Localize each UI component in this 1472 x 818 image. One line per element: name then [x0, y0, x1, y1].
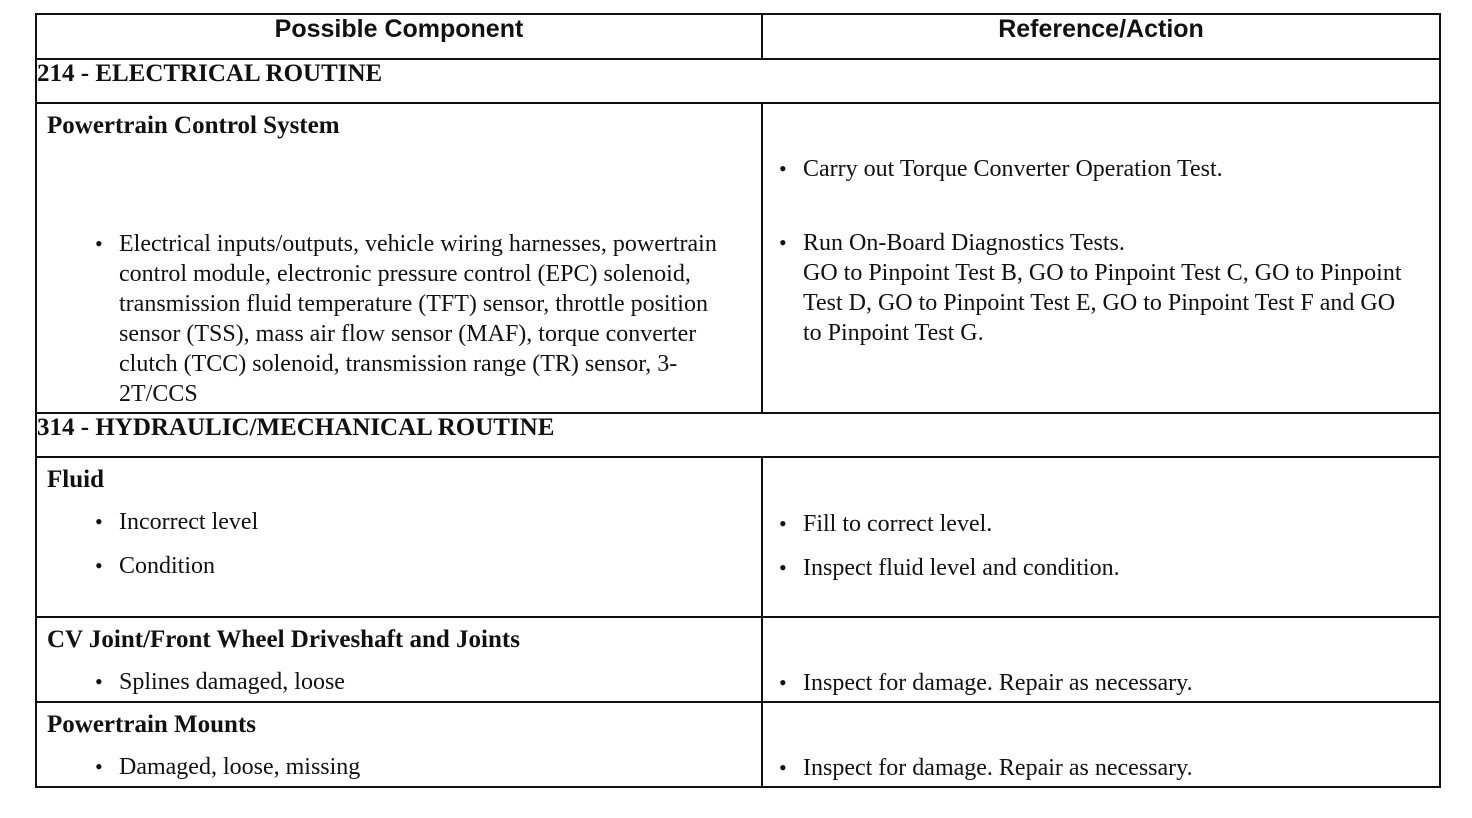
- item-text: Splines damaged, loose: [119, 669, 345, 695]
- action-text: Fill to correct level.: [803, 511, 993, 537]
- section-row: [36, 413, 1440, 457]
- action-cell: [762, 103, 1440, 413]
- list-item: [95, 507, 761, 537]
- action-text: Inspect fluid level and condition.: [803, 555, 1120, 581]
- bullet-icon: •: [95, 669, 103, 694]
- bullet-icon: •: [95, 509, 103, 534]
- item-text: Condition: [119, 553, 216, 579]
- bullet-icon: •: [779, 755, 787, 780]
- component-title: Powertrain Control System: [47, 112, 340, 139]
- list-item: [95, 551, 761, 581]
- action-cell: [762, 617, 1440, 702]
- action-text: Inspect for damage. Repair as necessary.: [803, 755, 1193, 781]
- action-text: Carry out Torque Converter Operation Test.: [803, 156, 1223, 182]
- component-cell: [36, 103, 762, 413]
- component-cell: [36, 617, 762, 702]
- list-item: [779, 553, 1439, 583]
- list-item: [95, 752, 761, 782]
- component-title: Fluid: [47, 466, 104, 493]
- table-row: [36, 702, 1440, 787]
- action-subtext: GO to Pinpoint Test B, GO to Pinpoint Test C, GO to Pinpoint Test D, GO to Pinpoint Test E, GO to Pinpoint Test F and GO to Pinpoint Test G.: [803, 260, 1402, 346]
- action-text: Run On-Board Diagnostics Tests.: [803, 230, 1125, 256]
- item-text: Incorrect level: [119, 509, 259, 535]
- list-item: [779, 154, 1439, 184]
- action-text: Inspect for damage. Repair as necessary.: [803, 670, 1193, 696]
- table-row: [36, 617, 1440, 702]
- bullet-icon: •: [779, 230, 787, 255]
- list-item: [779, 228, 1439, 258]
- bullet-icon: •: [95, 754, 103, 779]
- component-title: CV Joint/Front Wheel Driveshaft and Joints: [47, 626, 520, 653]
- section-title-hydraulic: 314 - HYDRAULIC/MECHANICAL ROUTINE: [36, 413, 1440, 457]
- header-reference-action: Reference/Action: [762, 14, 1440, 59]
- component-cell: [36, 457, 762, 617]
- component-title: Powertrain Mounts: [47, 711, 256, 738]
- section-title-electrical: 214 - ELECTRICAL ROUTINE: [36, 59, 1440, 103]
- component-cell: [36, 702, 762, 787]
- item-text: Damaged, loose, missing: [119, 754, 361, 780]
- action-cell: [762, 457, 1440, 617]
- table-row: [36, 103, 1440, 413]
- item-text: Electrical inputs/outputs, vehicle wiring harnesses, powertrain control module, electronic pressure control (EPC) solenoid, transmission fluid temperature (TFT) sensor, throttle position sensor (TSS), mass air flow sensor (MAF), torque converter clutch (TCC) solenoid, transmission range (TR) sensor, 3-2T/CCS: [119, 231, 717, 407]
- diagnosis-table: [35, 13, 1441, 788]
- bullet-icon: •: [779, 555, 787, 580]
- bullet-icon: •: [95, 553, 103, 578]
- list-item: [95, 229, 739, 409]
- bullet-icon: •: [779, 670, 787, 695]
- bullet-icon: •: [779, 156, 787, 181]
- list-item: [779, 509, 1439, 539]
- bullet-icon: •: [95, 231, 103, 256]
- bullet-icon: •: [779, 511, 787, 536]
- header-possible-component: Possible Component: [36, 14, 762, 59]
- list-item: [95, 667, 761, 697]
- table-row: [36, 457, 1440, 617]
- section-row: [36, 59, 1440, 103]
- header-row: [36, 14, 1440, 59]
- action-cell: [762, 702, 1440, 787]
- list-item: [779, 753, 1439, 783]
- list-item: [779, 668, 1439, 698]
